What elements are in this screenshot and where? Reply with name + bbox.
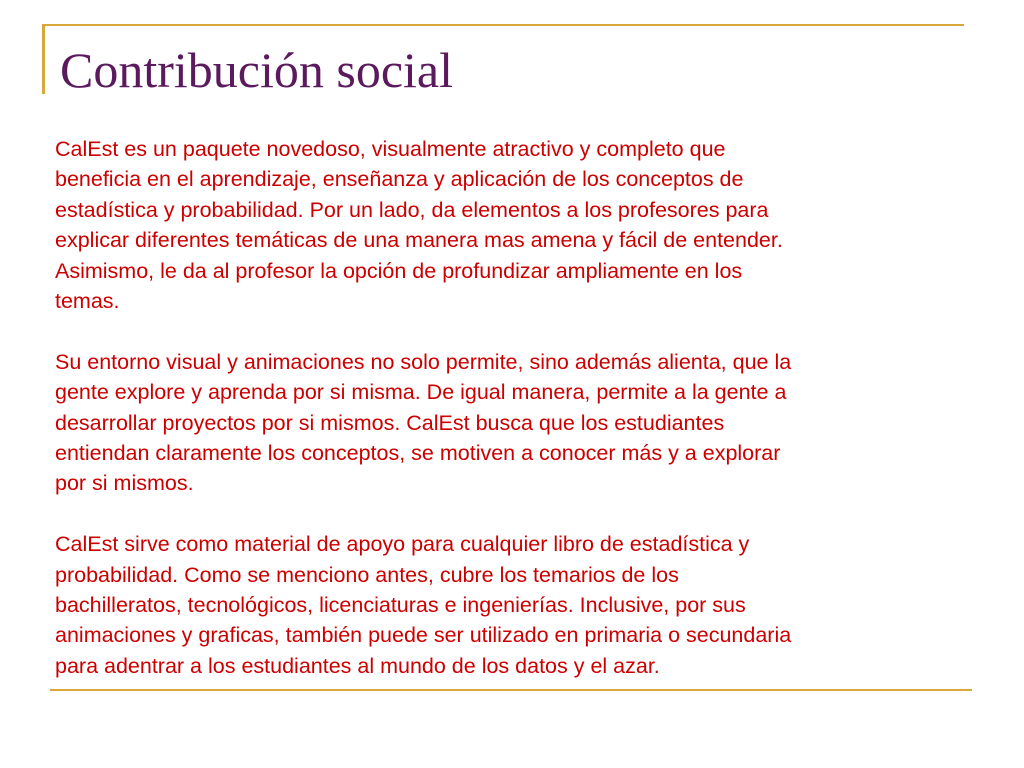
text-line: CalEst es un paquete novedoso, visualmente atractivo y completo que — [55, 137, 726, 161]
text-line: bachilleratos, tecnológicos, licenciaturas e ingenierías. Inclusive, por sus — [55, 593, 746, 618]
text-line: estadística y probabilidad. Por un lado, da elementos a los profesores para — [55, 197, 769, 222]
text-line: Su entorno visual y animaciones no solo permite, sino además alienta, que la — [55, 349, 792, 374]
left-accent-rule — [42, 24, 45, 94]
text-line: probabilidad. Como se menciono antes, cubre los temarios de los — [55, 562, 679, 587]
text-line: gente explore y aprenda por si misma. De igual manera, permite a la gente a — [55, 380, 787, 405]
top-accent-rule — [42, 24, 964, 26]
slide-title: Contribución social — [60, 42, 453, 98]
text-line: explicar diferentes temáticas de una manera mas amena y fácil de entender. — [55, 228, 783, 253]
text-line: beneficia en el aprendizaje, enseñanza y aplicación de los conceptos de — [55, 167, 744, 192]
text-line: animaciones y graficas, también puede ser utilizado en primaria o secundaria — [55, 623, 792, 648]
paragraph-visual-environment — [55, 347, 970, 499]
text-line: para adentrar a los estudiantes al mundo de los datos y el azar. — [55, 653, 660, 678]
text-line: entiendan claramente los conceptos, se motiven a conocer más y a explorar — [55, 441, 781, 466]
paragraph-support-material — [55, 529, 970, 681]
paragraph-intro — [55, 134, 970, 316]
bottom-accent-rule — [50, 689, 972, 691]
text-line: Asimismo, le da al profesor la opción de profundizar ampliamente en los — [55, 258, 743, 283]
text-line: CalEst sirve como material de apoyo para cualquier libro de estadística y — [55, 532, 750, 557]
text-line: por si mismos. — [55, 471, 194, 496]
slide-body — [55, 134, 970, 681]
text-line: desarrollar proyectos por si mismos. CalEst busca que los estudiantes — [55, 410, 725, 435]
text-line: temas. — [55, 289, 120, 314]
